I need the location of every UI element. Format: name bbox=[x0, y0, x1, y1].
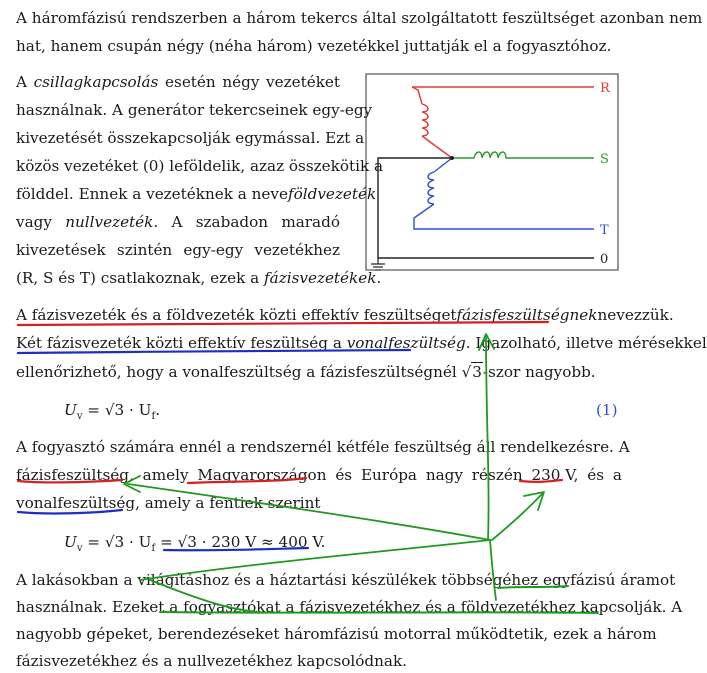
r-lead-bottom bbox=[422, 136, 452, 158]
t-lead-top bbox=[434, 158, 452, 172]
label-zero: 0 bbox=[600, 252, 609, 267]
p5-line-3: nagyobb gépeket, berendezéseket háromfázisú motorral működtetik, ezek a három bbox=[16, 625, 657, 643]
neutral-line bbox=[378, 158, 594, 258]
p2-line-6: vagy nullvezeték. A szabadon maradó bbox=[16, 213, 340, 231]
r-coil bbox=[422, 104, 428, 136]
diagram-frame bbox=[366, 74, 618, 270]
p2-line-4: közös vezetéket (0) leföldelik, azaz összekötik a bbox=[16, 157, 384, 175]
p5-line-4: fázisvezetékhez és a nullvezetékhez kapcsolódnak. bbox=[16, 652, 408, 670]
p2-line-8: (R, S és T) csatlakoznak, ezek a fázisvezetékek. bbox=[16, 269, 382, 287]
label-t: T bbox=[600, 223, 609, 238]
p4-line-2: fázisfeszültség, amely Magyarországon és Európa nagy részén 230 V, és a bbox=[16, 466, 622, 484]
p1-line-1: A háromfázisú rendszerben a három tekercs által szolgáltatott feszültséget azonban nem bbox=[16, 9, 703, 27]
green-arrow-to-230v bbox=[492, 494, 542, 540]
p1-line-2: hat, hanem csupán négy (néha három) vezetékkel juttatják el a fogyasztóhoz. bbox=[16, 37, 612, 55]
p2-line-1: A csillagkapcsolás esetén négy vezetéket bbox=[16, 73, 340, 91]
p3-line-3: ellenőrizhető, hogy a vonalfeszültség a fázisfeszültségnél √3-szor nagyobb. bbox=[16, 363, 596, 381]
p4-line-3: vonalfeszültség, amely a fentiek szerint bbox=[16, 494, 321, 512]
p3-line-1: A fázisvezeték és a földvezeték közti effektív feszültséget fázisfeszültségnek nevezzük. bbox=[16, 306, 674, 324]
equation-1-number: (1) bbox=[596, 401, 618, 419]
r-lead-top bbox=[412, 87, 422, 104]
p5-line-1: A lakásokban a világításhoz és a háztartási készülékek többségéhez egyfázisú áramot bbox=[16, 571, 676, 589]
equation-1: $U_v = √3 \cdot U_f$. bbox=[64, 401, 161, 423]
p2-line-7: kivezetések szintén egy-egy vezetékhez bbox=[16, 241, 340, 259]
p2-line-5: földdel. Ennek a vezetéknek a neve földvezeték bbox=[16, 185, 377, 203]
t-line bbox=[414, 204, 594, 229]
p5-line-2: használnak. Ezeket a fogyasztókat a fázisvezetékhez és a földvezetékhez kapcsolják. A bbox=[16, 598, 683, 616]
star-connection-diagram bbox=[364, 72, 620, 272]
p2-line-3: kivezetését összekapcsolják egymással. Ezt a bbox=[16, 129, 365, 147]
label-s: S bbox=[600, 152, 609, 167]
equation-2: $U_v = √3 \cdot U_f = √3 \cdot 230$ V ≈ 400 V. bbox=[64, 533, 326, 555]
s-line bbox=[452, 152, 594, 158]
p4-line-1: A fogyasztó számára ennél a rendszernél kétféle feszültség áll rendelkezésre. A bbox=[16, 438, 630, 456]
p3-line-2: Két fázisvezeték közti effektív feszültség a vonalfeszültség. Igazolható, illetve mérésekkel bbox=[16, 334, 707, 352]
t-coil bbox=[428, 172, 434, 204]
label-r: R bbox=[600, 81, 610, 96]
p2-line-2: használnak. A generátor tekercseinek egy-egy bbox=[16, 101, 373, 119]
